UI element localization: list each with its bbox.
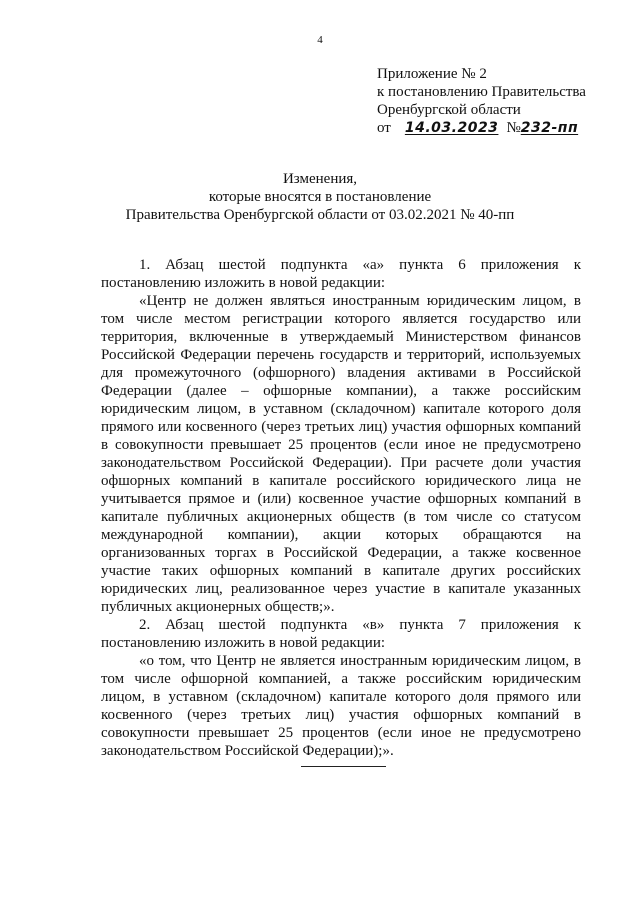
appendix-block — [377, 65, 586, 137]
date-prefix: от — [377, 120, 391, 136]
paragraph-1: 1. Абзац шестой подпункта «а» пункта 6 приложения к постановлению изложить в новой редакции: — [101, 257, 581, 291]
handwritten-number: 232-пп — [520, 120, 579, 136]
heading-line-3: Правительства Оренбургской области от 03.02.2021 № 40-пп — [125, 207, 515, 223]
appendix-decree-ref: к постановлению Правительства — [377, 84, 586, 100]
appendix-region: Оренбургской области — [377, 102, 521, 118]
appendix-title: Приложение № 2 — [377, 66, 487, 82]
document-heading — [0, 170, 640, 224]
appendix-date-line — [377, 119, 586, 137]
handwritten-date: 14.03.2023 — [404, 120, 499, 136]
heading-line-2: которые вносятся в постановление — [208, 189, 432, 205]
paragraph-2: «Центр не должен являться иностранным юридическим лицом, в том числе местом регистрации которого является государство или территория, включенные в утверждаемый Министерством финансов Российской Федерации перечень государств и территорий, используемых для промежуточного (офшорного) владения активами в Российской Федерации (далее – офшорные компании), а также российским юридическим лицом, в уставном (складочном) капитале которого доля прямого или косвенного (через третьих лиц) участия офшорных компаний в совокупности превышает 25 процентов (если иное не предусмотрено законодательством Российской Федерации). При расчете доли участия офшорных компаний в капитале российского юридического лица не учитывается прямое и (или) косвенное участие офшорных компаний в капитале публичных акционерных обществ (в том числе со статусом международной компании), акции которых обращаются на организованных торгах в Российской Федерации, а также косвенное участие таких офшорных компаний в капитале других российских юридических лиц, реализованное через участие в капитале указанных публичных акционерных обществ;». — [101, 293, 581, 615]
end-separator-line — [301, 766, 386, 767]
page-number: 4 — [317, 34, 323, 46]
heading-line-1: Изменения, — [282, 171, 358, 187]
document-body — [101, 256, 581, 760]
paragraph-4: «о том, что Центр не является иностранным юридическим лицом, в том числе офшорной компанией, а также российским юридическим лицом, в уставном (складочном) капитале которого доля прямого или косвенного (через третьих лиц) участия офшорных компаний в совокупности превышает 25 процентов (если иное не предусмотрено законодательством Российской Федерации);». — [101, 653, 581, 759]
paragraph-3: 2. Абзац шестой подпункта «в» пункта 7 приложения к постановлению изложить в новой редакции: — [101, 617, 581, 651]
number-prefix: № — [506, 120, 521, 136]
